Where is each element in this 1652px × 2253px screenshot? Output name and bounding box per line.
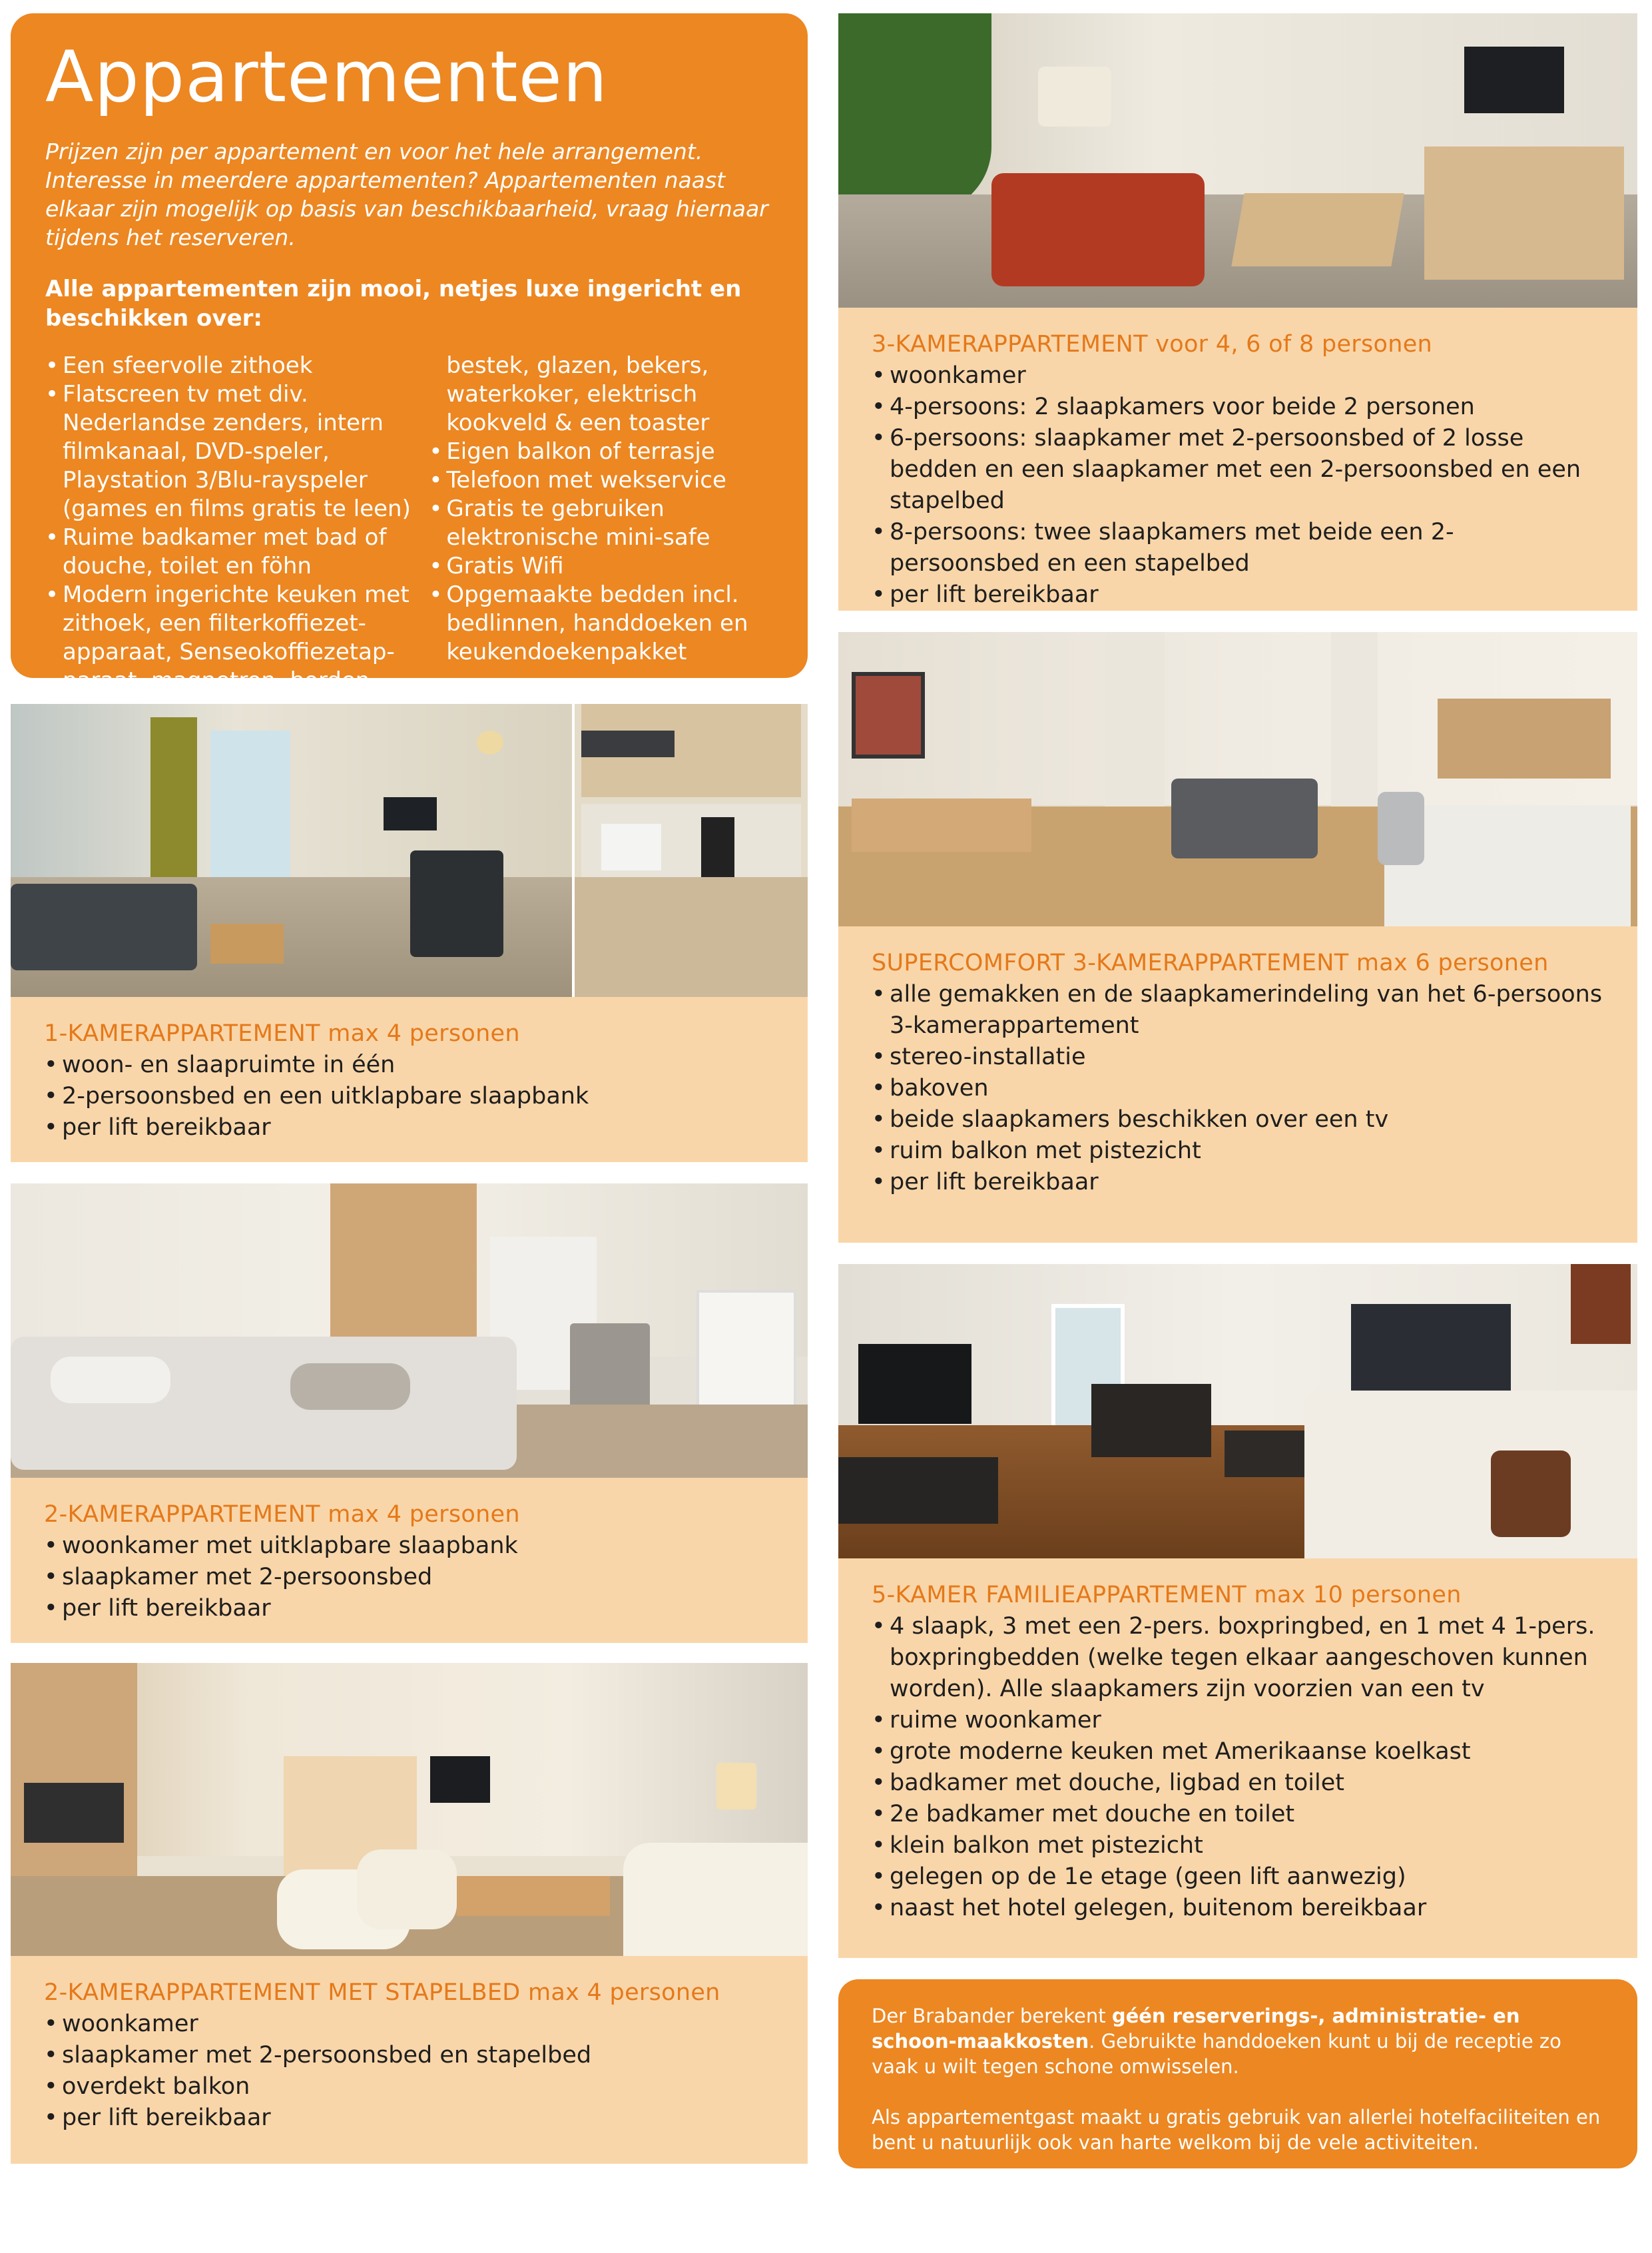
apartment-feature: • 6-persoons: slaapkamer met 2-persoonsbed of 2 losse bedden en een slaapkamer met een 2-persoonsbed en een stapelbed — [872, 423, 1604, 517]
photo-supercomfort — [838, 632, 1637, 926]
panel-supercomfort — [838, 926, 1637, 1243]
apartment-feature: • ruime woonkamer — [872, 1705, 1604, 1736]
apartment-feature: • per lift bereikbaar — [44, 1112, 774, 1143]
panel-2-kamer — [11, 1478, 808, 1643]
apartment-features — [872, 360, 1604, 611]
apartment-feature: • ruim balkon met pistezicht — [872, 1135, 1604, 1167]
apartment-feature: • per lift bereikbaar — [44, 1593, 774, 1624]
apartment-feature: • bakoven — [872, 1073, 1604, 1104]
apartment-feature: • 2-persoonsbed en een uitklapbare slaapbank — [44, 1081, 774, 1112]
apartment-feature: • 2e badkamer met douche en toilet — [872, 1799, 1604, 1830]
feature-item: • Gratis Wifi — [429, 552, 773, 581]
features-heading: Alle appartementen zijn mooi, netjes luxe ingericht en beschikken over: — [45, 276, 742, 332]
apartment-feature: • slaapkamer met 2-persoonsbed — [44, 1562, 774, 1593]
panel-2-kamer-stapelbed — [11, 1956, 808, 2164]
apartment-feature: • badkamer met douche, ligbad en toilet — [872, 1768, 1604, 1799]
feature-item: • Opgemaakte bedden incl. bedlinnen, handdoeken en keukendoekenpakket — [429, 581, 773, 667]
feature-item: • Een sfeervolle zithoek — [45, 352, 429, 380]
apartment-feature: • grote moderne keuken met Amerikaanse koelkast — [872, 1736, 1604, 1768]
apartment-feature: • klein balkon met pistezicht — [872, 1830, 1604, 1861]
apartment-title: 3-KAMERAPPARTEMENT voor 4, 6 of 8 personen — [872, 331, 1433, 358]
apartment-feature: • beide slaapkamers beschikken over een tv — [872, 1104, 1604, 1135]
apartment-feature: • woon- en slaapruimte in één — [44, 1050, 774, 1081]
photo-2-kamer-bedroom — [11, 1183, 808, 1478]
feature-item: • Ruime badkamer met bad of douche, toilet en föhn — [45, 523, 429, 581]
apartment-feature: • woonkamer met uitklapbare slaapbank — [44, 1530, 774, 1562]
note-text: Der Brabander berekent — [872, 2005, 1112, 2027]
apartment-feature: • per lift bereikbaar — [44, 2102, 774, 2134]
photo-5-kamer — [838, 1264, 1637, 1558]
apartment-feature: • overdekt balkon — [44, 2071, 774, 2102]
feature-item: • Gratis te gebruiken elektronische mini-safe — [429, 495, 773, 552]
apartment-feature: • alle gemakken en de slaapkamerindeling van het 6-persoons 3-kamerappartement — [872, 979, 1604, 1042]
apartment-features — [44, 1530, 774, 1624]
apartment-features — [44, 2009, 774, 2134]
note-paragraph-2: Als appartementgast maakt u gratis gebruik van allerlei hotelfaciliteiten en bent u natuurlijk ook van harte welkom bij de vele activiteiten. — [872, 2106, 1601, 2154]
apartment-feature: • per lift bereikbaar — [872, 579, 1604, 611]
apartment-feature: • 4-persoons: 2 slaapkamers voor beide 2 personen — [872, 392, 1604, 423]
panel-1-kamer — [11, 997, 808, 1162]
photo-3-kamer — [838, 13, 1637, 308]
apartment-features — [44, 1050, 774, 1143]
apartment-feature: • stereo-installatie — [872, 1042, 1604, 1073]
apartment-features — [872, 979, 1604, 1198]
feature-item: • Eigen balkon of terrasje — [429, 438, 773, 466]
info-note — [838, 1979, 1637, 2168]
apartment-title: 5-KAMER FAMILIEAPPARTEMENT max 10 personen — [872, 1582, 1462, 1608]
photo-1-kamer-livingroom — [11, 704, 572, 997]
apartment-feature: • woonkamer — [872, 360, 1604, 392]
note-text: . Gebruikte handdoeken kunt u bij de receptie zo vaak u wilt tegen schone omwisselen. — [872, 2030, 1561, 2078]
apartment-title: SUPERCOMFORT 3-KAMERAPPARTEMENT max 6 personen — [872, 950, 1549, 976]
intro-box — [11, 13, 808, 694]
apartment-title: 1-KAMERAPPARTEMENT max 4 personen — [44, 1020, 520, 1047]
apartment-feature: • 4 slaapk, 3 met een 2-pers. boxpringbed, en 1 met 4 1-pers. boxpringbedden (welke tegen elkaar aangeschoven kunnen worden). Alle slaapkamers zijn voorzien van een tv — [872, 1611, 1604, 1705]
features-columns — [45, 352, 773, 695]
features-list-left — [45, 352, 429, 695]
apartment-feature: • slaapkamer met 2-persoonsbed en stapelbed — [44, 2040, 774, 2071]
apartment-title: 2-KAMERAPPARTEMENT max 4 personen — [44, 1501, 520, 1528]
feature-item-continuation: bestek, glazen, bekers, waterkoker, elektrisch kookveld & een toaster — [446, 352, 710, 436]
apartment-feature: • gelegen op de 1e etage (geen lift aanwezig) — [872, 1861, 1604, 1893]
panel-3-kamer — [838, 308, 1637, 611]
feature-item: • Modern ingerichte keuken met zithoek, een filterkoffiezet-apparaat, Senseokoffiezetap-paraat, magnetron, borden, — [45, 581, 429, 695]
apartment-features — [872, 1611, 1604, 1924]
photo-1-kamer-kitchen — [575, 704, 808, 997]
feature-item: • Telefoon met wekservice — [429, 466, 773, 495]
page-title: Appartementen — [45, 36, 609, 118]
apartment-title: 2-KAMERAPPARTEMENT MET STAPELBED max 4 personen — [44, 1979, 720, 2006]
intro-lead: Prijzen zijn per appartement en voor het hele arrangement. Interesse in meerdere appartementen? Appartementen naast elkaar zijn mogelijk op basis van beschikbaarheid, vraag hiernaar tijdens het reserveren. — [45, 139, 768, 250]
features-list-right — [429, 352, 773, 695]
apartment-feature: • per lift bereikbaar — [872, 1167, 1604, 1198]
note-paragraph-1 — [872, 2003, 1604, 2079]
apartment-feature: • woonkamer — [44, 2009, 774, 2040]
apartment-feature: • naast het hotel gelegen, buitenom bereikbaar — [872, 1893, 1604, 1924]
feature-item: • Flatscreen tv met div. Nederlandse zenders, intern filmkanaal, DVD-speler, Playstation 3/Blu-rayspeler (games en films gratis te leen) — [45, 380, 429, 523]
photo-2-kamer-stapelbed — [11, 1663, 808, 1956]
note-bold-text: géén reserverings-, administratie- en schoon-maakkosten — [872, 2005, 1520, 2053]
panel-5-kamer — [838, 1558, 1637, 1958]
apartment-feature: • 8-persoons: twee slaapkamers met beide een 2-persoonsbed en een stapelbed — [872, 517, 1604, 579]
